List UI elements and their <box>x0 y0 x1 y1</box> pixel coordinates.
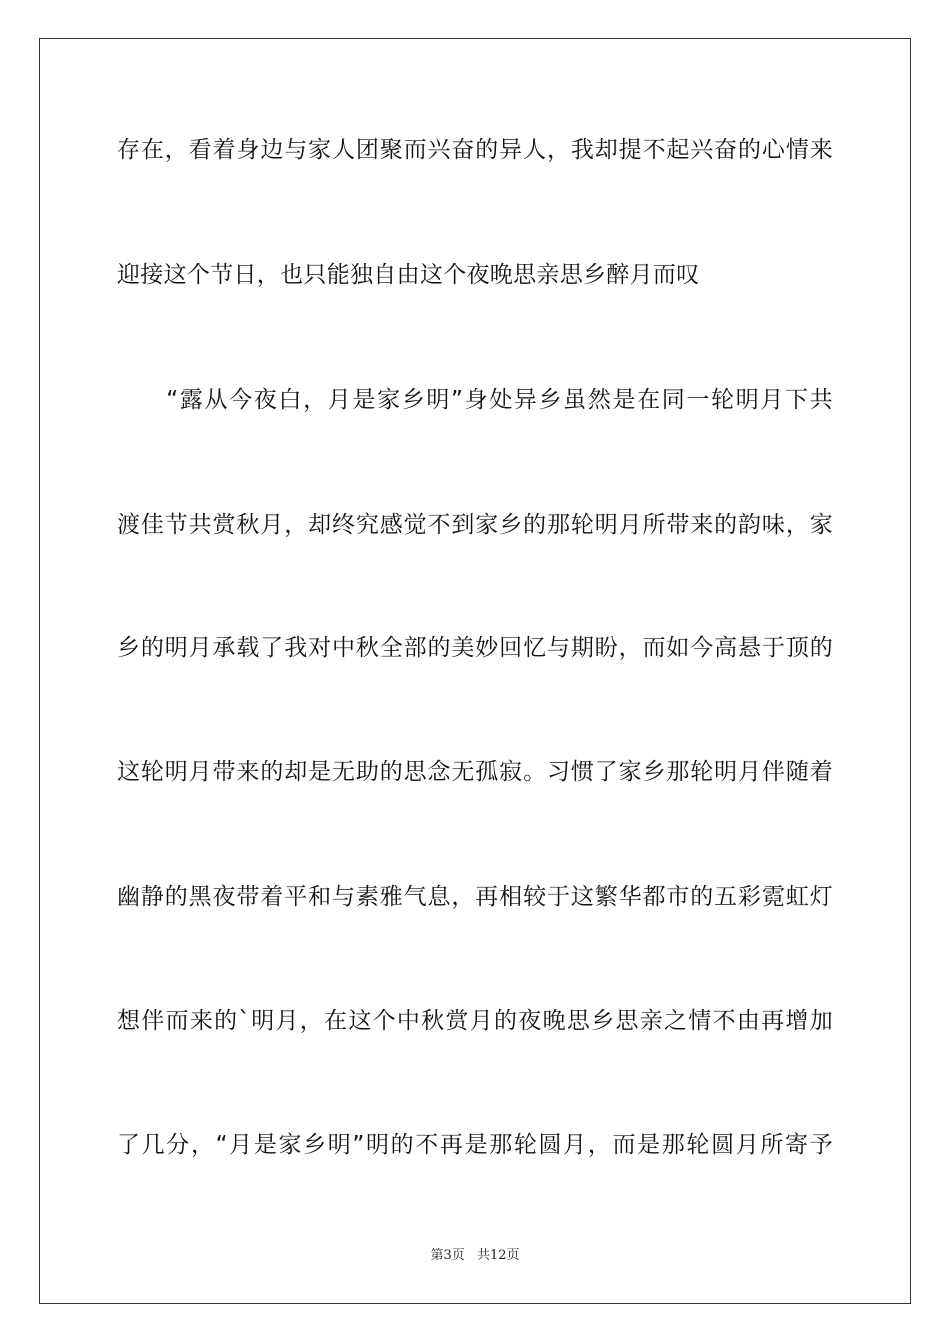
text-line-7: 幽静的黑夜带着平和与素雅气息，再相较于这繁华都市的五彩霓虹灯 <box>117 884 833 910</box>
text-line-8: 想伴而来的`明月，在这个中秋赏月的夜晚思乡思亲之情不由再增加 <box>117 1008 833 1034</box>
text-line-6: 这轮明月带来的却是无助的思念无孤寂。习惯了家乡那轮明月伴随着 <box>117 759 833 785</box>
text-line-5: 乡的明月承载了我对中秋全部的美妙回忆与期盼，而如今高悬于顶的 <box>117 635 833 661</box>
page-number: 第3页 <box>430 1248 465 1263</box>
text-line-1: 存在，看着身边与家人团聚而兴奋的异人，我却提不起兴奋的心情来 <box>117 137 833 163</box>
text-line-4: 渡佳节共赏秋月，却终究感觉不到家乡的那轮明月所带来的韵味，家 <box>117 512 833 538</box>
page-footer <box>0 1244 950 1263</box>
text-line-9: 了几分，“月是家乡明”明的不再是那轮圆月，而是那轮圆月所寄予 <box>117 1132 833 1158</box>
page-border <box>39 38 911 1304</box>
text-line-3: “露从今夜白，月是家乡明”身处异乡虽然是在同一轮明月下共 <box>117 387 833 413</box>
text-line-2: 迎接这个节日，也只能独自由这个夜晚思亲思乡醉月而叹 <box>117 262 700 288</box>
page-total: 共12页 <box>476 1248 520 1263</box>
